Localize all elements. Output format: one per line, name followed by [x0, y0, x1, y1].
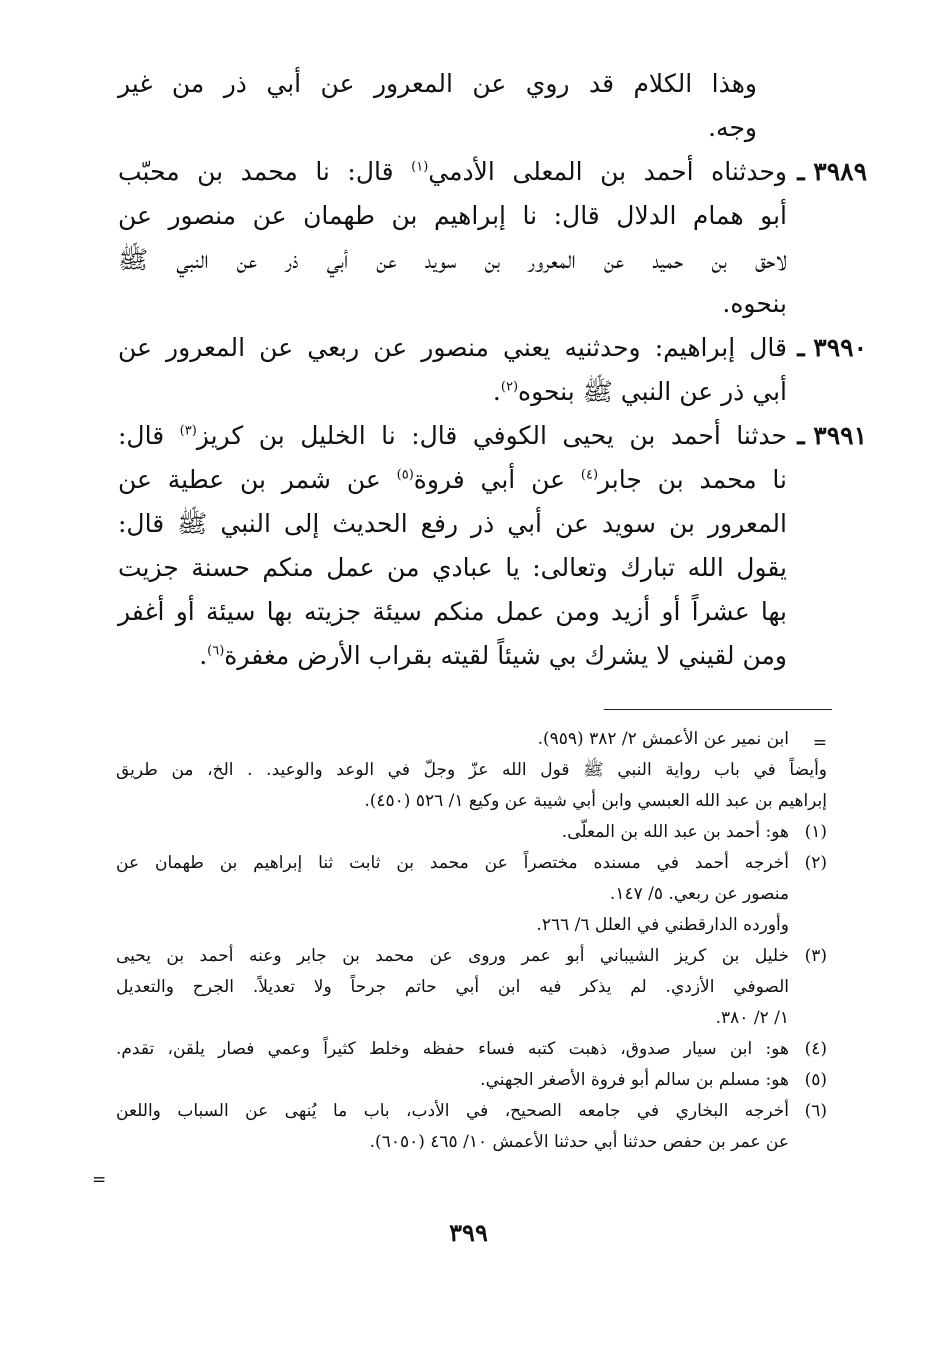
footnote-line: ١/ ٢/ ٣٨٠.: [715, 1008, 789, 1028]
footnote-label: (٦): [804, 1101, 827, 1121]
hadith-number: ٣٩٩١ ـ: [797, 421, 867, 450]
footnote-label: (٣): [804, 946, 827, 966]
footnotes: [116, 724, 827, 1158]
hadith-3989: ٣٩٨٩ ـ وحدثناه أحمد بن المعلى الأدمي$^{(١)}$ قال: نا محمد بن محبّب: [118, 150, 867, 194]
text-line: ومن لقيني لا يشرك بي شيئاً لقيته بقراب الأرض مغفرة$^{(٦)}$.: [199, 641, 787, 670]
footnote-5: (٥) هو: مسلم بن سالم أبو فروة الأصغر الجهني.: [116, 1065, 827, 1096]
footnote-ref[interactable]: (٤): [580, 467, 599, 483]
footnote-ref[interactable]: (٥): [396, 467, 414, 483]
footnote-label: (٥): [804, 1070, 827, 1090]
text-line: يقول الله تبارك وتعالى: يا عبادي من عمل منكم حسنة جزيت: [118, 553, 787, 582]
footnote-separator: [604, 709, 832, 710]
footnote-line: منصور عن ربعي. ٥/ ١٤٧.: [609, 884, 789, 904]
footnote-6: (٦) أخرجه البخاري في جامعه الصحيح، في الأدب، باب ما يُنهى عن السباب واللعن: [116, 1096, 827, 1127]
hadith-number: ٣٩٨٩ ـ: [797, 157, 867, 186]
footnote-1: (١) هو: أحمد بن عبد الله بن المعلّى.: [116, 817, 827, 848]
footnote-ref[interactable]: (١): [411, 159, 429, 175]
text-line: وجه.: [708, 113, 757, 142]
text-line: المعرور بن سويد عن أبي ذر رفع الحديث إلى النبي ﷺ قال:: [118, 509, 787, 538]
text-line: أبي ذر عن النبي ﷺ بنحوه$^{(٢)}$.: [492, 377, 787, 406]
footnote-continuation: إبراهيم بن عبد الله العبسي وابن أبي شيبة عن وكيع ١/ ٥٢٦ (٤٥٠).: [364, 791, 827, 811]
page-number: ٣٩٩: [449, 1218, 488, 1247]
text-line: نا محمد بن جابر$^{(٤)}$ عن أبي فروة$^{(٥)}$ عن شمر بن عطية عن: [118, 465, 787, 494]
footnote-line: عن عمر بن حفص حدثنا أبي حدثنا الأعمش ١٠/ ٤٦٥ (٦٠٥٠).: [369, 1132, 789, 1152]
footnote-continuation: وأيضاً في باب رواية النبي ﷺ قول الله عزّ وجلّ في الوعد والوعيد. . الخ، من طريق: [116, 760, 827, 780]
hadith-3991: ٣٩٩١ ـ حدثنا أحمد بن يحيى الكوفي قال: نا الخليل بن كريز$^{(٣)}$ قال:: [118, 414, 867, 458]
footnote-continuation: ابن نمير عن الأعمش ٢/ ٣٨٢ (٩٥٩).: [537, 729, 789, 749]
footnote-3: (٣) خليل بن كريز الشيباني أبو عمر وروى عن محمد بن جابر وعنه أحمد بن يحيى: [116, 941, 827, 972]
text-line: وهذا الكلام قد روي عن المعرور عن أبي ذر من غير: [118, 69, 757, 98]
continuation-marker: =: [92, 1170, 107, 1190]
footnote-line: الصوفي الأزدي. لم يذكر فيه ابن أبي حاتم جرحاً ولا تعديلاً. الجرح والتعديل: [116, 977, 789, 997]
footnote-4: (٤) هو: ابن سيار صدوق، ذهبت كتبه فساء حفظه وخلط كثيراً وعمي فصار يلقن، تقدم.: [116, 1034, 827, 1065]
hadith-3990: ٣٩٩٠ ـ قال إبراهيم: وحدثنيه يعني منصور عن ربعي عن المعرور عن: [118, 326, 867, 370]
text-line: لاحق بن حميد عن المعرور بن سويد عن أبي ذر عن النبي ﷺ: [118, 245, 787, 274]
hadith-number: ٣٩٩٠ ـ: [797, 333, 867, 362]
footnote-line: وأورده الدارقطني في العلل ٦/ ٢٦٦.: [536, 915, 789, 935]
text-line: بنحوه.: [722, 289, 787, 318]
footnote-label: (٤): [804, 1039, 827, 1059]
footnote-label: (٢): [804, 853, 827, 873]
text-line: بها عشراً أو أزيد ومن عمل منكم سيئة جزيته بها سيئة أو أغفر: [118, 597, 787, 626]
footnote-ref[interactable]: (٢): [500, 379, 519, 395]
main-text: [118, 62, 867, 678]
footnote-ref[interactable]: (٣): [179, 423, 197, 439]
footnote-ref[interactable]: (٦): [207, 643, 225, 659]
continuation-marker: =: [812, 733, 827, 753]
footnote-2: (٢) أخرجه أحمد في مسنده مختصراً عن محمد بن ثابت ثنا إبراهيم بن طهمان عن: [116, 848, 827, 879]
footnote-label: (١): [804, 822, 827, 842]
text-line: أبو همام الدلال قال: نا إبراهيم بن طهمان عن منصور عن: [118, 201, 787, 230]
